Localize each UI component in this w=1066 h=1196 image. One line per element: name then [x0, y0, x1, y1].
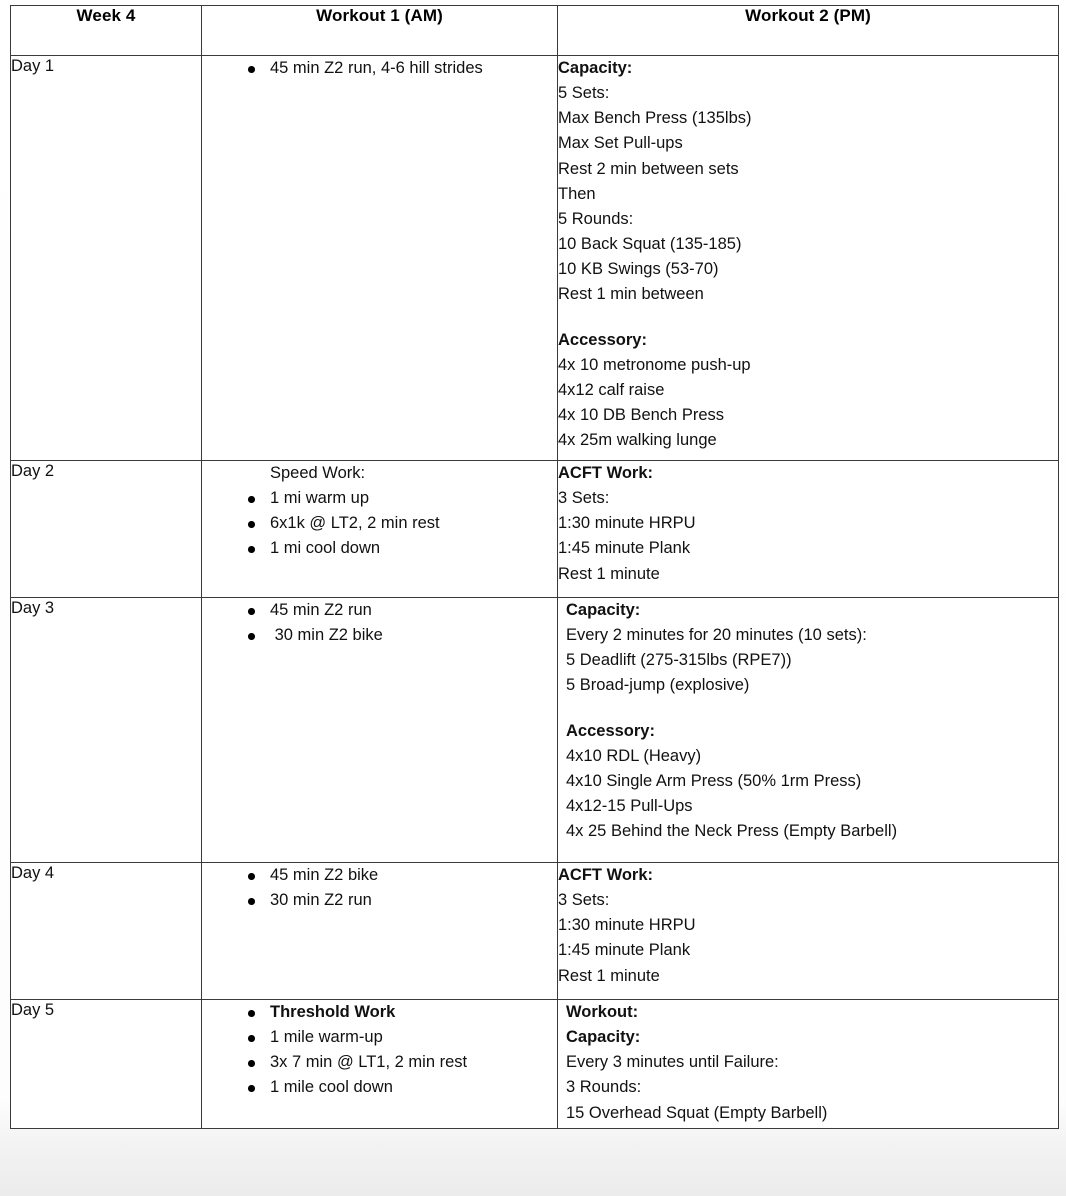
- table-row: [11, 461, 1059, 598]
- table-header: [11, 6, 1059, 56]
- header-row: [11, 6, 1059, 56]
- day-label-cell: Day 1: [11, 56, 202, 461]
- list-item: 30 min Z2 run: [270, 888, 557, 913]
- workout1-cell: [202, 56, 558, 461]
- workout1-cell: [202, 598, 558, 863]
- block-line: 4x10 Single Arm Press (50% 1rm Press): [566, 771, 862, 790]
- block-line: Every 3 minutes until Failure:: [566, 1053, 779, 1072]
- am-bullet-list: [202, 598, 557, 648]
- day-label-cell: Day 5: [11, 1000, 202, 1129]
- workout1-cell: [202, 1000, 558, 1129]
- list-item: 45 min Z2 bike: [270, 863, 557, 888]
- workout2-cell: [558, 863, 1059, 1000]
- block-line: 10 KB Swings (53-70): [558, 260, 719, 279]
- block-title: ACFT Work:: [558, 866, 654, 884]
- block-line: 4x12-15 Pull-Ups: [566, 797, 693, 816]
- block-line: Rest 1 minute: [558, 966, 660, 985]
- workout-schedule-table-wrapper: [10, 5, 1058, 1129]
- block-line: 1:30 minute HRPU: [558, 916, 696, 935]
- am-bullet-list: [202, 486, 557, 561]
- am-bullet-list: [202, 863, 557, 913]
- block-subtitle: Capacity:: [566, 1028, 641, 1047]
- table-row: [11, 863, 1059, 1000]
- list-item: 3x 7 min @ LT1, 2 min rest: [270, 1050, 557, 1075]
- list-item: 45 min Z2 run: [270, 598, 557, 623]
- block-line: 3 Rounds:: [566, 1078, 642, 1097]
- block-line: 5 Sets:: [558, 84, 610, 103]
- table-row: [11, 56, 1059, 461]
- block-line: 4x12 calf raise: [558, 380, 665, 399]
- am-bullet-list: [202, 56, 557, 81]
- pm-block-capacity: [558, 598, 1058, 699]
- block-line: 5 Broad-jump (explosive): [566, 676, 750, 695]
- day-label-cell: Day 2: [11, 461, 202, 598]
- list-item: 1 mile cool down: [270, 1075, 557, 1100]
- list-item: 45 min Z2 run, 4-6 hill strides: [270, 56, 557, 81]
- block-line: 1:30 minute HRPU: [558, 514, 696, 533]
- block-title: ACFT Work:: [558, 464, 654, 482]
- table-row: [11, 598, 1059, 863]
- pm-block-capacity: [558, 56, 1058, 308]
- column-header-week: Week 4: [11, 6, 202, 56]
- block-title: Workout:: [566, 1003, 639, 1021]
- pm-block-acft: [558, 461, 1058, 587]
- pm-block-workout: [558, 1000, 1058, 1126]
- block-line: 5 Deadlift (275-315lbs (RPE7)): [566, 651, 792, 670]
- list-item: 30 min Z2 bike: [270, 623, 557, 648]
- block-line: 4x10 RDL (Heavy): [566, 746, 702, 765]
- list-item: Threshold Work: [270, 1000, 557, 1025]
- block-line: 4x 10 metronome push-up: [558, 355, 751, 374]
- list-item: 6x1k @ LT2, 2 min rest: [270, 511, 557, 536]
- am-bullet-list: [202, 1000, 557, 1100]
- block-title: Capacity:: [566, 601, 641, 619]
- pm-block-accessory: [558, 328, 1058, 454]
- block-line: 4x 25m walking lunge: [558, 431, 717, 450]
- workout-schedule-table: [10, 5, 1059, 1129]
- block-line: 4x 10 DB Bench Press: [558, 406, 724, 425]
- table-row: [11, 1000, 1059, 1129]
- workout2-cell: [558, 1000, 1059, 1129]
- list-item: 1 mi warm up: [270, 486, 557, 511]
- block-line: Rest 1 min between: [558, 285, 704, 304]
- block-line: Rest 2 min between sets: [558, 159, 739, 178]
- block-line: Then: [558, 184, 596, 203]
- workout2-cell: [558, 461, 1059, 598]
- block-line: Rest 1 minute: [558, 564, 660, 583]
- block-line: 1:45 minute Plank: [558, 539, 691, 558]
- block-line: 3 Sets:: [558, 891, 610, 910]
- workout2-cell: [558, 598, 1059, 863]
- table-body: [11, 56, 1059, 1129]
- block-line: Every 2 minutes for 20 minutes (10 sets):: [566, 626, 867, 645]
- workout1-cell: [202, 461, 558, 598]
- block-line: 4x 25 Behind the Neck Press (Empty Barbell): [566, 822, 898, 841]
- workout2-cell: [558, 56, 1059, 461]
- block-line: 5 Rounds:: [558, 209, 634, 228]
- block-line: 10 Back Squat (135-185): [558, 235, 742, 254]
- pm-block-acft: [558, 863, 1058, 989]
- column-header-workout2: Workout 2 (PM): [558, 6, 1059, 56]
- list-item: 1 mile warm-up: [270, 1025, 557, 1050]
- block-title: Accessory:: [566, 721, 655, 740]
- workout1-cell: [202, 863, 558, 1000]
- block-line: 15 Overhead Squat (Empty Barbell): [566, 1103, 828, 1122]
- pm-block-accessory: [558, 719, 1058, 845]
- day-label-cell: Day 4: [11, 863, 202, 1000]
- block-title: Accessory:: [558, 330, 647, 349]
- list-item: 1 mi cool down: [270, 536, 557, 561]
- block-title: Capacity:: [558, 59, 633, 77]
- block-line: Max Bench Press (135lbs): [558, 109, 752, 128]
- day-label-cell: Day 3: [11, 598, 202, 863]
- column-header-workout1: Workout 1 (AM): [202, 6, 558, 56]
- block-line: 1:45 minute Plank: [558, 941, 691, 960]
- block-line: 3 Sets:: [558, 489, 610, 508]
- am-list-heading: Speed Work:: [270, 464, 366, 482]
- block-line: Max Set Pull-ups: [558, 134, 683, 153]
